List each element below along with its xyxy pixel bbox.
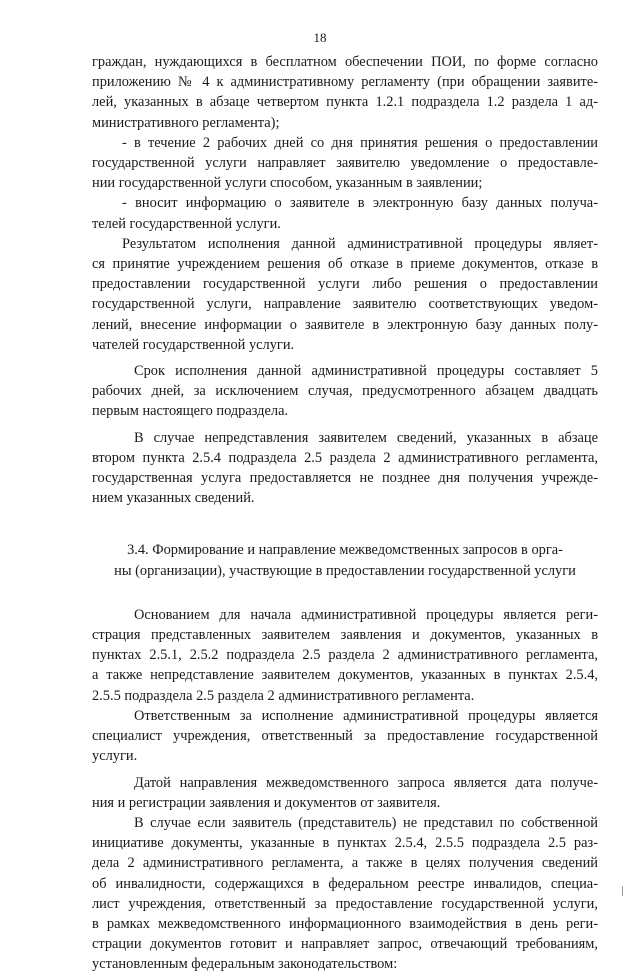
document-body [92, 52, 598, 975]
text-line: услуги. [92, 748, 138, 765]
text-line: - в течение 2 рабочих дней со дня принятия решения о предоставлении [122, 134, 598, 151]
text-line: государственной услуги направляет заявителю уведомление о предоставле- [92, 155, 598, 172]
text-line: Результатом исполнения данной административной процедуры являет- [122, 235, 598, 252]
text-line: государственной услуги, направление заявителю соответствующих уведом- [92, 296, 598, 313]
responsible-paragraph [92, 706, 598, 767]
page-number: 18 [313, 30, 327, 45]
text-line: лист учреждения, ответственный за предоставление государственной услуги, [92, 895, 598, 912]
text-line: Основанием для начала административной процедуры является реги- [134, 606, 598, 623]
text-line: чателей государственной услуги. [92, 336, 295, 353]
text-line: рабочих дней, за исключением случая, предусмотренного абзацем двадцать [92, 383, 598, 400]
text-line: ния и регистрации заявления и документов от заявителя. [92, 794, 441, 811]
text-line: граждан, нуждающихся в бесплатном обеспечении ПОИ, по форме согласно [92, 54, 598, 70]
text-line: инициативе документы, указанные в пунктах 2.5.4, 2.5.5 подраздела 2.5 раз- [92, 835, 598, 852]
text-line: 2.5.5 подраздела 2.5 раздела 2 административного регламента. [92, 687, 475, 704]
bullet-notification [92, 133, 598, 194]
text-line: дела 2 административного регламента, а также в целях получения сведений [92, 855, 598, 872]
text-line: втором пункта 2.5.4 подраздела 2.5 раздела 2 административного регламента, [92, 449, 598, 466]
text-line: министративного регламента); [92, 114, 280, 131]
text-line: страция представленных заявителем заявления и документов, указанных в [92, 627, 598, 644]
text-line: предоставлении государственной услуги либо решения о предоставлении [92, 276, 598, 293]
text-line: об инвалидности, содержащихся в федеральном реестре инвалидов, специа- [92, 875, 598, 892]
text-line: нием указанных сведений. [92, 490, 255, 507]
section-heading [92, 540, 598, 580]
text-line: телей государственной услуги. [92, 215, 281, 232]
text-line: установленным федеральным законодательством: [92, 956, 398, 973]
nonsubmission-paragraph [92, 428, 598, 509]
basis-paragraph [92, 605, 598, 706]
text-line: В случае если заявитель (представитель) не представил по собственной [134, 814, 598, 831]
text-line: лений, внесение информации о заявителе в электронную базу данных полу- [92, 316, 598, 333]
text-line: первым настоящего подраздела. [92, 403, 289, 420]
text-line: Срок исполнения данной административной процедуры составляет 5 [134, 363, 598, 380]
text-line: нии государственной услуги способом, указанным в заявлении; [92, 175, 483, 192]
heading-line: ны (организации), участвующие в предоставлении государственной услуги [114, 562, 576, 579]
date-paragraph [92, 773, 598, 813]
text-line: государственная услуга предоставляется не позднее дня получения учрежде- [92, 470, 598, 487]
term-paragraph [92, 361, 598, 422]
text-line: в рамках межведомственного информационного взаимодействия в день реги- [92, 915, 598, 932]
text-line: ся принятие учреждением решения об отказе в приеме документов, отказе в [92, 256, 598, 273]
bullet-database [92, 193, 598, 233]
text-line: приложению № 4 к административному регламенту (при обращении заявите- [92, 74, 598, 91]
text-line: В случае непредставления заявителем сведений, указанных в абзаце [134, 429, 598, 446]
case-paragraph [92, 813, 598, 975]
heading-line: 3.4. Формирование и направление межведомственных запросов в орга- [127, 542, 563, 559]
scan-edge-mark [622, 886, 623, 896]
text-line: а также непредставление заявителем документов, указанных в пунктах 2.5.4, [92, 667, 598, 684]
text-line: Датой направления межведомственного запроса является дата получе- [134, 774, 598, 791]
text-line: - вносит информацию о заявителе в электронную базу данных получа- [122, 195, 598, 212]
text-line: пунктах 2.5.1, 2.5.2 подраздела 2.5 раздела 2 административного регламента, [92, 647, 598, 664]
result-paragraph [92, 234, 598, 355]
text-line: лей, указанных в абзаце четвертом пункта 1.2.1 подраздела 1.2 раздела 1 ад- [92, 94, 598, 111]
text-line: страции документов готовит и направляет запрос, отвечающий требованиям, [92, 936, 598, 953]
text-line: специалист учреждения, ответственный за предоставление государственной [92, 728, 598, 745]
text-line: Ответственным за исполнение административной процедуры является [134, 707, 598, 724]
intro-paragraph [92, 52, 598, 133]
